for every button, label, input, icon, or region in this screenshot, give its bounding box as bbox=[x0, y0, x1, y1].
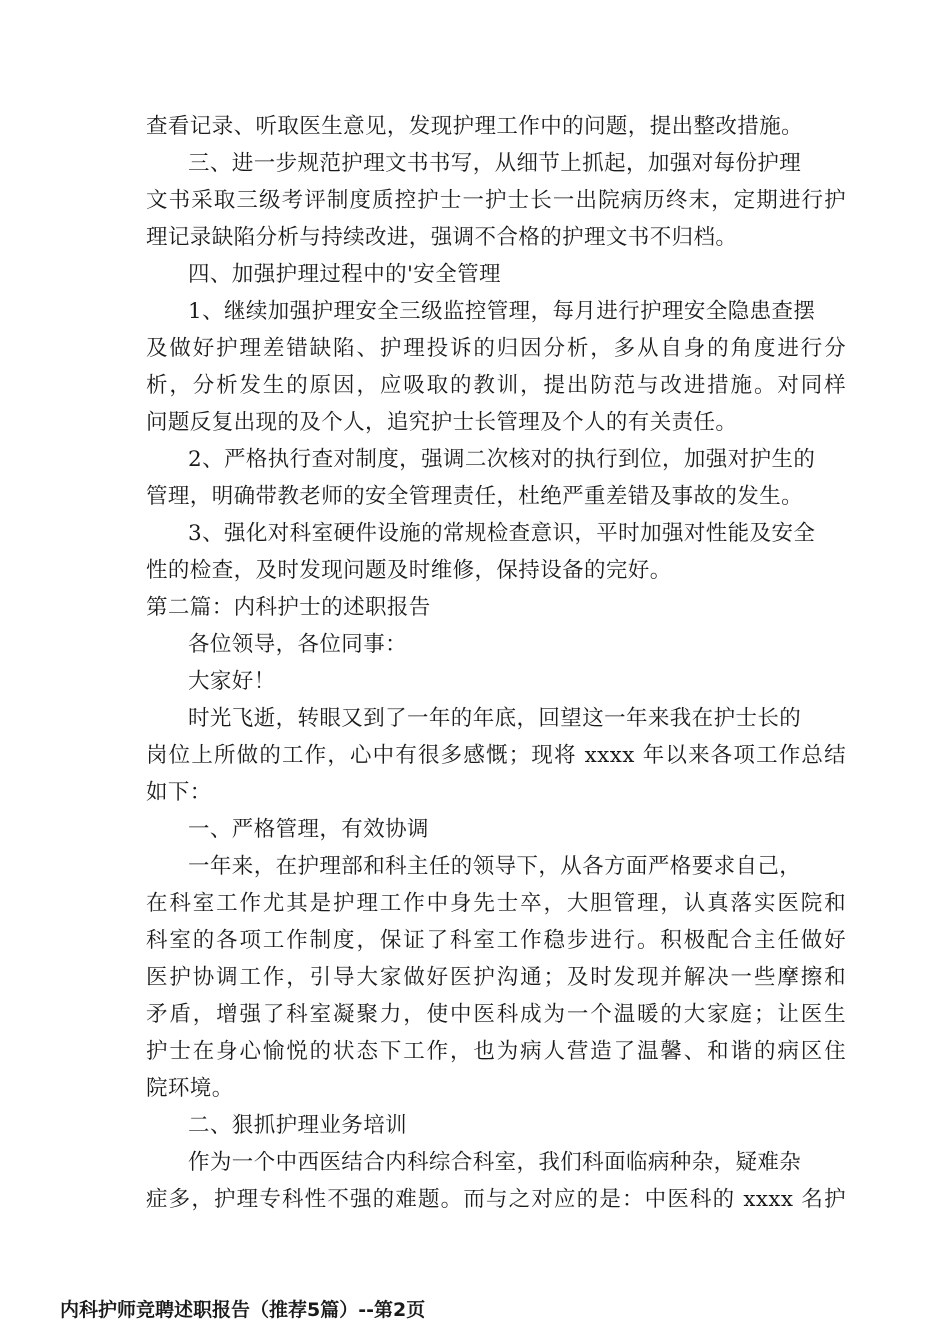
text-line: 析，分析发生的原因，应吸取的教训，提出防范与改进措施。对同样 bbox=[146, 373, 846, 398]
article-title: 第二篇：内科护士的述职报告 bbox=[146, 595, 431, 620]
section-heading: 一、严格管理，有效协调 bbox=[188, 817, 429, 842]
text-line: 2、严格执行查对制度，强调二次核对的执行到位，加强对护生的 bbox=[188, 447, 816, 472]
text-line: 文书采取三级考评制度质控护士一护士长一出院病历终末，定期进行护 bbox=[146, 188, 846, 213]
text-line: 院环境。 bbox=[146, 1076, 234, 1101]
greeting-line: 各位领导，各位同事： bbox=[188, 632, 408, 657]
text-line: 岗位上所做的工作，心中有很多感慨；现将 xxxx 年以来各项工作总结 bbox=[146, 743, 846, 768]
page-footer: 内科护师竞聘述职报告（推荐5篇）--第2页 bbox=[60, 1299, 426, 1321]
text-line: 3、强化对科室硬件设施的常规检查意识，平时加强对性能及安全 bbox=[188, 521, 816, 546]
text-line: 管理，明确带教老师的安全管理责任，杜绝严重差错及事故的发生。 bbox=[146, 484, 804, 509]
text-line: 问题反复出现的及个人，追究护士长管理及个人的有关责任。 bbox=[146, 410, 738, 435]
text-line: 1、继续加强护理安全三级监控管理，每月进行护理安全隐患查摆 bbox=[188, 299, 816, 324]
section-heading: 二、狠抓护理业务培训 bbox=[188, 1113, 408, 1138]
text-line: 医护协调工作，引导大家做好医护沟通；及时发现并解决一些摩擦和 bbox=[146, 965, 846, 990]
text-line: 作为一个中西医结合内科综合科室，我们科面临病种杂，疑难杂 bbox=[188, 1150, 802, 1175]
text-line: 症多，护理专科性不强的难题。而与之对应的是：中医科的 xxxx 名护 bbox=[146, 1187, 846, 1212]
text-line: 护士在身心愉悦的状态下工作，也为病人营造了温馨、和谐的病区住 bbox=[146, 1039, 846, 1064]
text-line: 性的检查，及时发现问题及时维修，保持设备的完好。 bbox=[146, 558, 672, 583]
text-line: 在科室工作尤其是护理工作中身先士卒，大胆管理，认真落实医院和 bbox=[146, 891, 846, 916]
text-line: 一年来，在护理部和科主任的领导下，从各方面严格要求自己， bbox=[188, 854, 802, 879]
text-line: 矛盾，增强了科室凝聚力，使中医科成为一个温暖的大家庭；让医生 bbox=[146, 1002, 846, 1027]
text-line: 科室的各项工作制度，保证了科室工作稳步进行。积极配合主任做好 bbox=[146, 928, 846, 953]
text-line: 理记录缺陷分析与持续改进，强调不合格的护理文书不归档。 bbox=[146, 225, 738, 250]
text-line: 及做好护理差错缺陷、护理投诉的归因分析，多从自身的角度进行分 bbox=[146, 336, 846, 361]
section-heading: 四、加强护理过程中的'安全管理 bbox=[188, 262, 501, 287]
text-line: 三、进一步规范护理文书书写，从细节上抓起，加强对每份护理 bbox=[188, 151, 802, 176]
text-line: 如下： bbox=[146, 780, 212, 805]
text-line: 查看记录、听取医生意见，发现护理工作中的问题，提出整改措施。 bbox=[146, 114, 804, 139]
greeting-line: 大家好！ bbox=[188, 669, 276, 694]
text-line: 时光飞逝，转眼又到了一年的年底，回望这一年来我在护士长的 bbox=[188, 706, 802, 731]
